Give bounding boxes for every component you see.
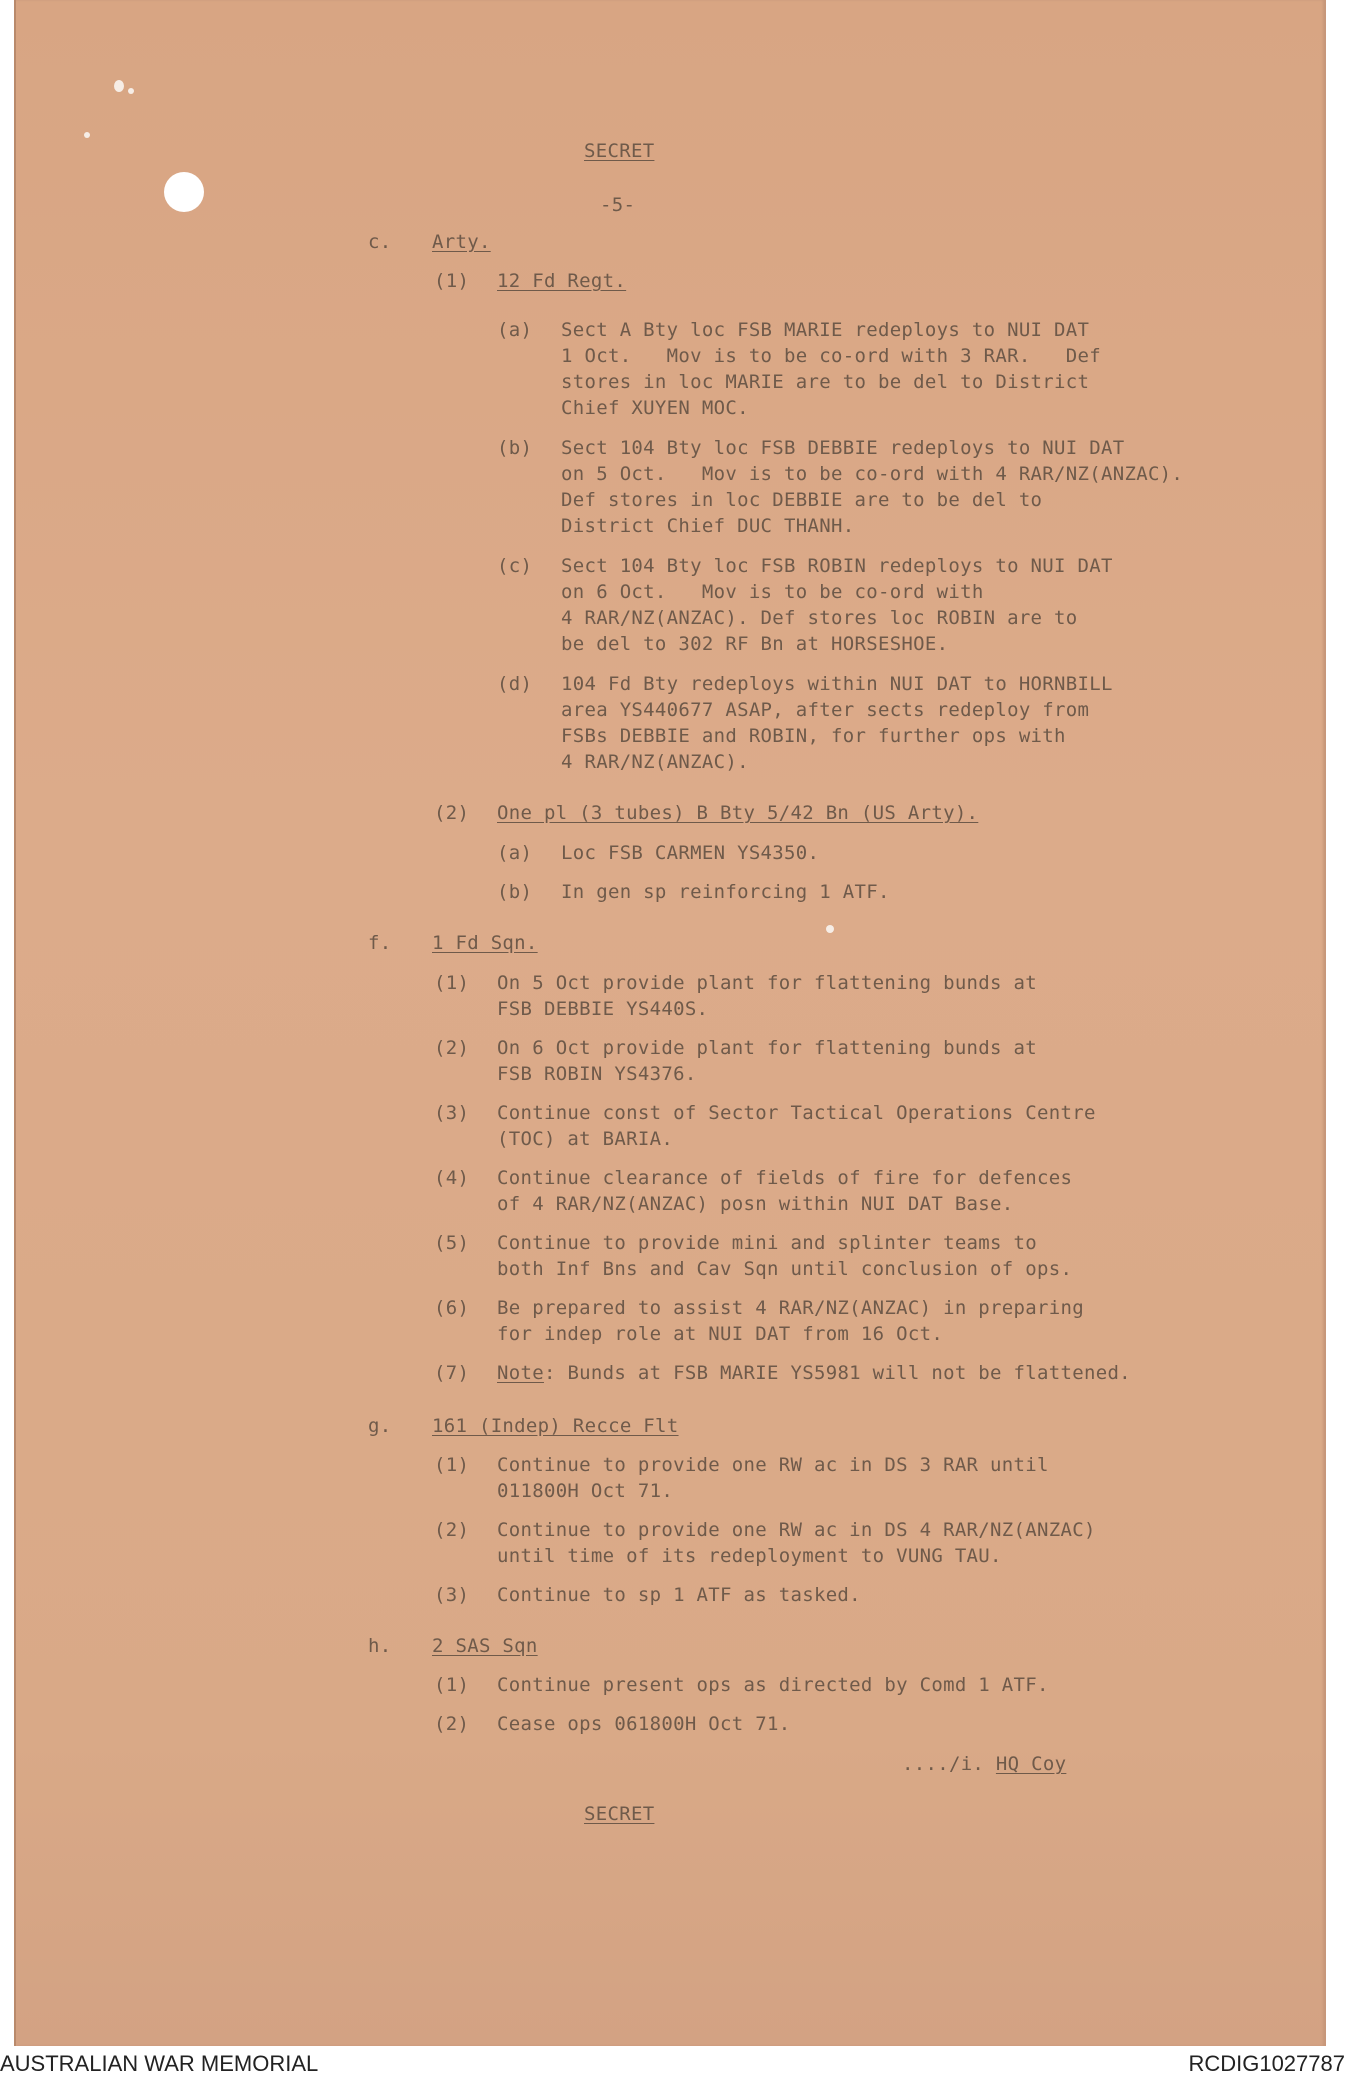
text-line: On 5 Oct provide plant for flattening bunds at	[497, 972, 1037, 994]
text-line: Sect A Bty loc FSB MARIE redeploys to NUI DAT	[561, 319, 1090, 341]
section-title: 2 SAS Sqn	[432, 1635, 538, 1657]
text-line: Cease ops 061800H Oct 71.	[497, 1713, 791, 1735]
item-marker: (1)	[434, 1454, 470, 1476]
text-line: on 6 Oct. Mov is to be co-ord with	[561, 581, 984, 603]
item-marker: (1)	[434, 972, 470, 994]
text-line: until time of its redeployment to VUNG TAU.	[497, 1545, 1002, 1567]
subitem-marker: (c)	[497, 555, 533, 577]
text-line: On 6 Oct provide plant for flattening bunds at	[497, 1037, 1037, 1059]
text-line: Continue to provide one RW ac in DS 3 RAR until	[497, 1454, 1049, 1476]
section-marker: h.	[368, 1635, 392, 1657]
text-line: (TOC) at BARIA.	[497, 1128, 674, 1150]
item-marker: (1)	[434, 270, 470, 292]
punch-hole	[164, 172, 204, 212]
text-line: Be prepared to assist 4 RAR/NZ(ANZAC) in preparing	[497, 1297, 1084, 1319]
subitem-marker: (a)	[497, 842, 533, 864]
subitem-marker: (b)	[497, 437, 533, 459]
text-line: FSBs DEBBIE and ROBIN, for further ops with	[561, 725, 1066, 747]
text-line: Def stores in loc DEBBIE are to be del to	[561, 489, 1043, 511]
text-line: 4 RAR/NZ(ANZAC). Def stores loc ROBIN are to	[561, 607, 1078, 629]
note-text: : Bunds at FSB MARIE YS5981 will not be flattened.	[543, 1362, 1131, 1384]
text-line: area YS440677 ASAP, after sects redeploy from	[561, 699, 1090, 721]
text-line: Continue to provide mini and splinter teams to	[497, 1232, 1037, 1254]
page-number: -5-	[600, 194, 636, 216]
continuation-note	[902, 1751, 1066, 1777]
text-line: Sect 104 Bty loc FSB ROBIN redeploys to NUI DAT	[561, 555, 1113, 577]
text-line: Continue present ops as directed by Comd 1 ATF.	[497, 1674, 1049, 1696]
paper-blemish	[84, 132, 90, 138]
section-title: 161 (Indep) Recce Flt	[432, 1415, 679, 1437]
text-line: FSB DEBBIE YS440S.	[497, 998, 709, 1020]
text-line: stores in loc MARIE are to be del to District	[561, 371, 1090, 393]
item-marker: (3)	[434, 1584, 470, 1606]
subitem-marker: (d)	[497, 673, 533, 695]
text-line: Continue const of Sector Tactical Operations Centre	[497, 1102, 1096, 1124]
item-marker: (6)	[434, 1297, 470, 1319]
section-marker: g.	[368, 1415, 392, 1437]
section-marker: c.	[368, 231, 392, 253]
classification-header: SECRET	[584, 140, 655, 162]
text-line: Sect 104 Bty loc FSB DEBBIE redeploys to NUI DAT	[561, 437, 1125, 459]
text-line: both Inf Bns and Cav Sqn until conclusion of ops.	[497, 1258, 1073, 1280]
text-line: of 4 RAR/NZ(ANZAC) posn within NUI DAT Base.	[497, 1193, 1014, 1215]
paper-blemish	[128, 88, 134, 94]
text-line: Continue to provide one RW ac in DS 4 RAR/NZ(ANZAC)	[497, 1519, 1096, 1541]
text-line: Chief XUYEN MOC.	[561, 397, 749, 419]
archive-id: RCDIG1027787	[1188, 2051, 1345, 2076]
text-line: 4 RAR/NZ(ANZAC).	[561, 751, 749, 773]
paper-blemish	[114, 80, 124, 92]
document-page	[14, 0, 1326, 2046]
continuation-label: HQ Coy	[995, 1753, 1067, 1775]
item-marker: (5)	[434, 1232, 470, 1254]
item-marker: (4)	[434, 1167, 470, 1189]
text-line: In gen sp reinforcing 1 ATF.	[561, 881, 890, 903]
item-marker: (7)	[434, 1362, 470, 1384]
text-line: Loc FSB CARMEN YS4350.	[561, 842, 820, 864]
text-line: District Chief DUC THANH.	[561, 515, 855, 537]
item-marker: (2)	[434, 1519, 470, 1541]
text-line	[497, 1360, 1131, 1386]
text-line: for indep role at NUI DAT from 16 Oct.	[497, 1323, 944, 1345]
text-line: 104 Fd Bty redeploys within NUI DAT to HORNBILL	[561, 673, 1113, 695]
item-title: 12 Fd Regt.	[497, 270, 627, 292]
section-title: 1 Fd Sqn.	[432, 932, 538, 954]
item-marker: (2)	[434, 1037, 470, 1059]
item-title: One pl (3 tubes) B Bty 5/42 Bn (US Arty).	[497, 802, 979, 824]
text-line: Continue clearance of fields of fire for defences	[497, 1167, 1073, 1189]
text-line: be del to 302 RF Bn at HORSESHOE.	[561, 633, 949, 655]
item-marker: (3)	[434, 1102, 470, 1124]
text-line: 1 Oct. Mov is to be co-ord with 3 RAR. Def	[561, 345, 1101, 367]
text-line: Continue to sp 1 ATF as tasked.	[497, 1584, 861, 1606]
paper-blemish	[826, 925, 834, 933]
subitem-marker: (a)	[497, 319, 533, 341]
section-title: Arty.	[432, 231, 491, 253]
classification-footer: SECRET	[584, 1803, 655, 1825]
text-line: 011800H Oct 71.	[497, 1480, 674, 1502]
text-line: FSB ROBIN YS4376.	[497, 1063, 697, 1085]
subitem-marker: (b)	[497, 881, 533, 903]
item-marker: (2)	[434, 1713, 470, 1735]
section-marker: f.	[368, 932, 392, 954]
text-line: on 5 Oct. Mov is to be co-ord with 4 RAR/NZ(ANZAC).	[561, 463, 1184, 485]
archive-source: AUSTRALIAN WAR MEMORIAL	[0, 2051, 319, 2076]
item-marker: (1)	[434, 1674, 470, 1696]
item-marker: (2)	[434, 802, 470, 824]
note-label: Note	[497, 1362, 544, 1384]
continuation-prefix: ..../i.	[902, 1753, 996, 1775]
